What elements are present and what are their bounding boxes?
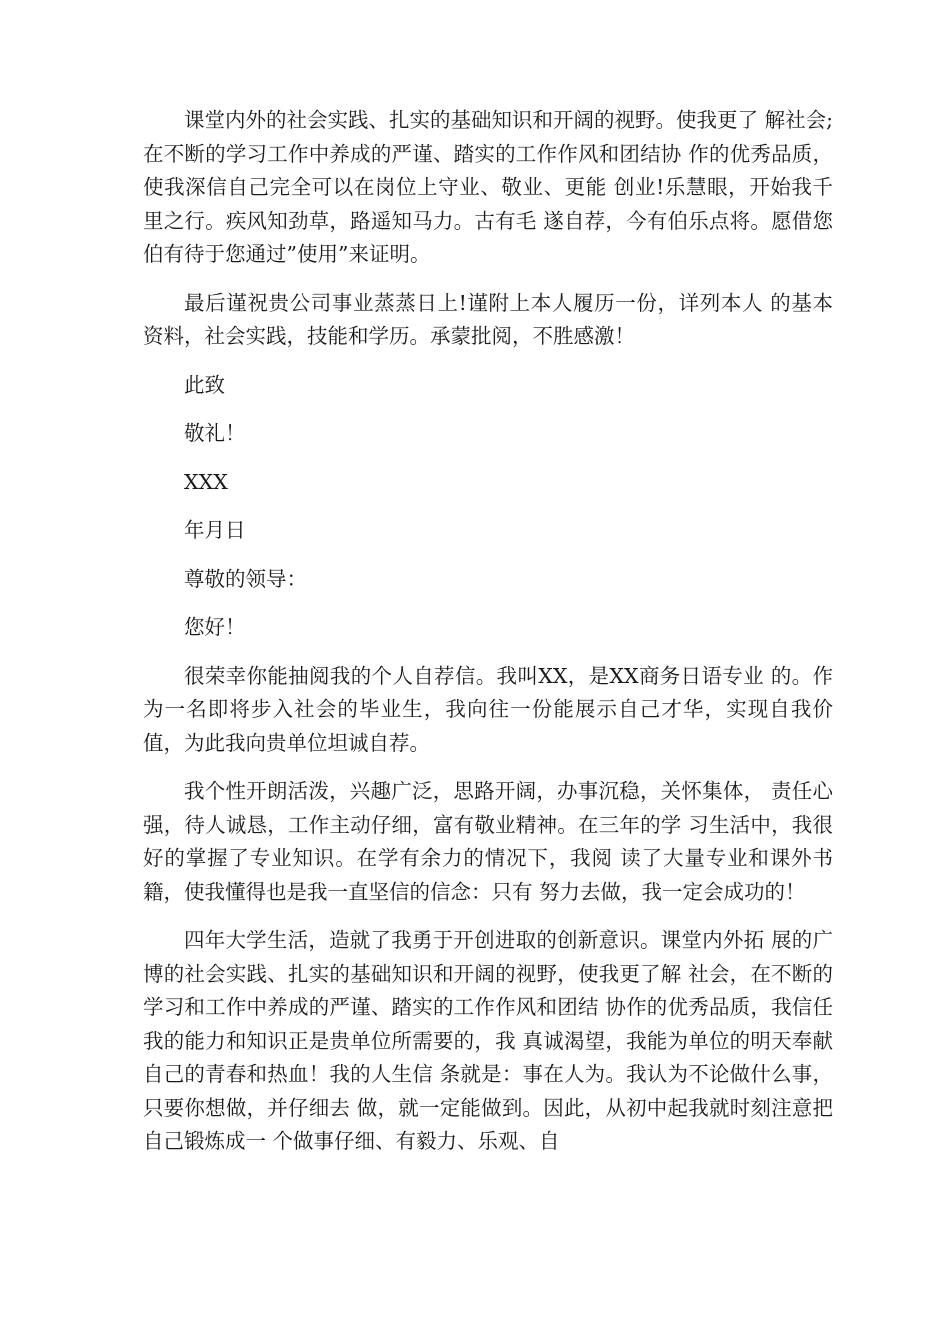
paragraph-1: 课堂内外的社会实践、扎实的基础知识和开阔的视野。使我更了 解社会;在不断的学习工作中养成的严谨、踏实的工作作风和团结协 作的优秀品质，使我深信自己完全可以在岗位上守业、敬业、更能 创业!乐慧眼，开始我千里之行。疾风知劲草，路遥知马力。古有毛 遂自荐，今有伯乐点将。愿借您伯有待于您通过”使用”来证明。 bbox=[143, 108, 833, 266]
closing-regards: 敬礼！ bbox=[184, 421, 246, 445]
signature-date: 年月日 bbox=[184, 518, 246, 542]
closing-salutation: 此致 bbox=[184, 372, 225, 397]
paragraph-4: 我个性开朗活泼，兴趣广泛，思路开阔，办事沉稳，关怀集体， 责任心强，待人诚恳，工作主动仔细，富有敬业精神。在三年的学 习生活中，我很好的掌握了专业知识。在学有余力的情况下，我阅 读了大量专业和课外书籍，使我懂得也是我一直坚信的信念：只有 努力去做，我一定会成功的！ bbox=[143, 779, 833, 904]
signature-name: XXX bbox=[184, 469, 228, 494]
paragraph-2: 最后谨祝贵公司事业蒸蒸日上!谨附上本人履历一份，详列本人 的基本资料，社会实践，技能和学历。承蒙批阅，不胜感激！ bbox=[143, 290, 833, 348]
greeting-addressee: 尊敬的领导： bbox=[184, 566, 307, 591]
paragraph-5: 四年大学生活，造就了我勇于开创进取的创新意识。课堂内外拓 展的广博的社会实践、扎实的基础知识和开阔的视野，使我更了解 社会，在不断的学习和工作中养成的严谨、踏实的工作作风和团结 协作的优秀品质，我信任我的能力和知识正是贵单位所需要的，我 真诚渴望，我能为单位的明天奉献自己的青春和热血！我的人生信 条就是：事在人为。我认为不论做什么事，只要你想做，并仔细去 做，就一定能做到。因此，从初中起我就时刻注意把自己锻炼成一 个做事仔细、有毅力、乐观、自 bbox=[143, 928, 833, 1153]
paragraph-3: 很荣幸你能抽阅我的个人自荐信。我叫XX，是XX商务日语专业 的。作为一名即将步入社会的毕业生，我向往一份能展示自己才华，实现自我价值，为此我向贵单位坦诚自荐。 bbox=[143, 663, 833, 755]
document-page bbox=[143, 104, 833, 1174]
greeting-hello: 您好！ bbox=[184, 615, 246, 639]
